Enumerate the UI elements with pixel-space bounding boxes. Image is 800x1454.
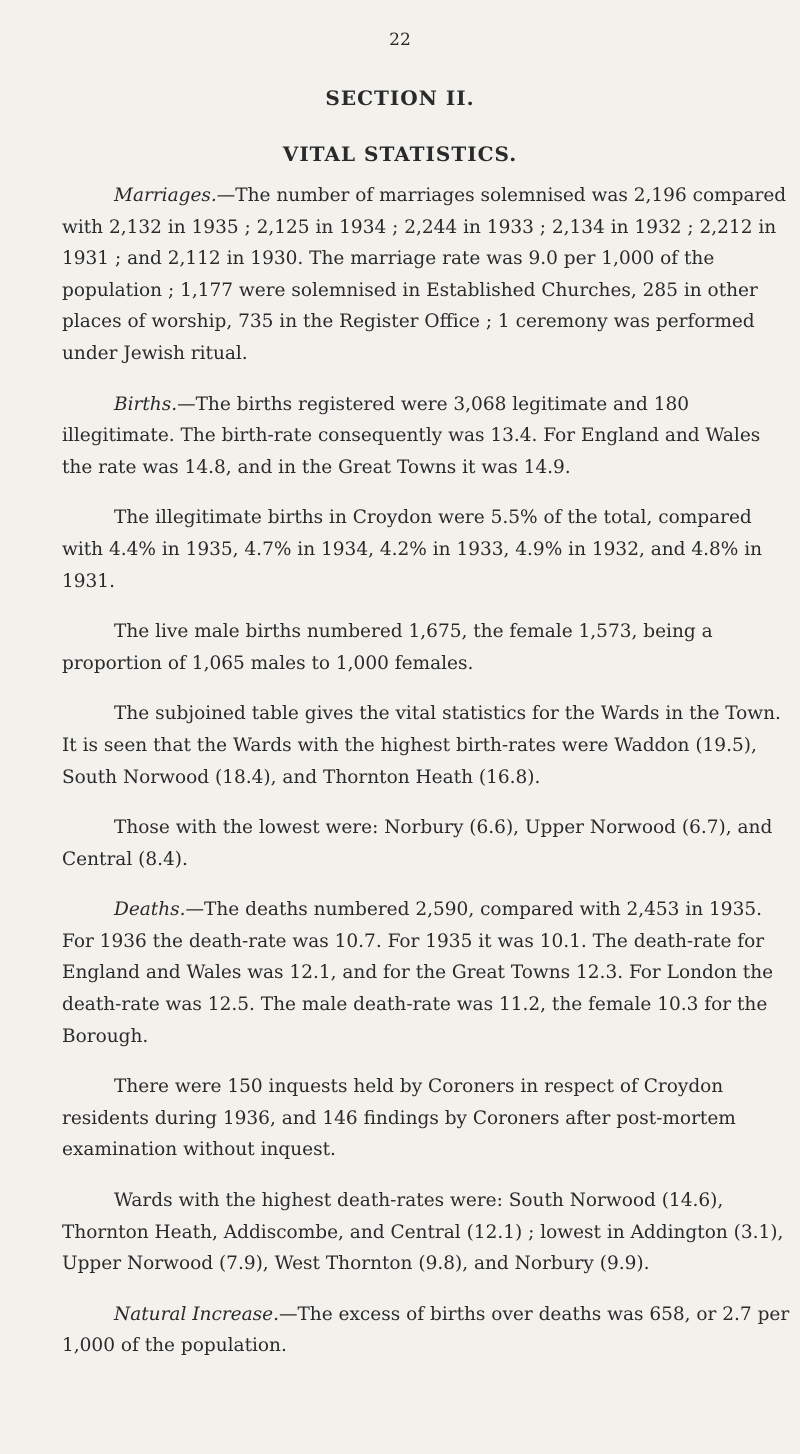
paragraph-lowest-birth-rates bbox=[62, 812, 792, 875]
paragraph-text: Wards with the highest death-rates were: South Norwood (14.6), Thornton Heath, Addiscombe, and Central (12.1) ; lowest in Addington (3.1), Upper Norwood (7.9), West Thornton (9.8), and Norbury (9.9). bbox=[62, 1190, 784, 1275]
paragraph-male-births bbox=[62, 616, 792, 679]
paragraph-ward-death-rates bbox=[62, 1185, 792, 1280]
paragraph-text: —The births registered were 3,068 legitimate and 180 illegitimate. The birth-rate consequently was 13.4. For England and Wales the rate was 14.8, and in the Great Towns it was 14.9. bbox=[62, 393, 761, 478]
page-title: VITAL STATISTICS. bbox=[282, 142, 518, 166]
paragraph-deaths bbox=[62, 894, 792, 1052]
paragraph-births bbox=[62, 389, 792, 484]
page-number: 22 bbox=[389, 30, 411, 50]
paragraph-text: The illegitimate births in Croydon were 5.5% of the total, compared with 4.4% in 1935, 4.7% in 1934, 4.2% in 1933, 4.9% in 1932, and 4.8% in 1931. bbox=[62, 507, 763, 592]
paragraph-lead: Deaths. bbox=[114, 899, 186, 921]
paragraph-lead: Natural Increase. bbox=[114, 1303, 279, 1325]
paragraph-text: Those with the lowest were: Norbury (6.6), Upper Norwood (6.7), and Central (8.4). bbox=[62, 817, 773, 870]
document-body bbox=[62, 180, 792, 1381]
paragraph-text: —The excess of births over deaths was 658, or 2.7 per 1,000 of the population. bbox=[62, 1303, 790, 1357]
paragraph-inquests bbox=[62, 1071, 792, 1166]
paragraph-text: —The number of marriages solemnised was 2,196 compared with 2,132 in 1935 ; 2,125 in 1934 ; 2,244 in 1933 ; 2,134 in 1932 ; 2,212 in 1931 ; and 2,112 in 1930. The marriage rate was 9.0 per 1,000 of the population ; 1,177 were solemnised in Established Churches, 285 in other places of worship, 735 in the Register Office ; 1 ceremony was performed under Jewish ritual. bbox=[62, 185, 787, 364]
paragraph-illegitimate-births bbox=[62, 502, 792, 597]
paragraph-lead: Births. bbox=[114, 393, 178, 415]
paragraph-text: The subjoined table gives the vital statistics for the Wards in the Town. It is seen that the Wards with the highest birth-rates were Waddon (19.5), South Norwood (18.4), and Thornton Heath (16.8). bbox=[62, 703, 781, 788]
paragraph-lead: Marriages. bbox=[114, 185, 217, 206]
paragraph-ward-birth-rates bbox=[62, 698, 792, 793]
paragraph-text: There were 150 inquests held by Coroners in respect of Croydon residents during 1936, and 146 findings by Coroners after post-mortem examination without inquest. bbox=[62, 1076, 736, 1161]
paragraph-text: The live male births numbered 1,675, the female 1,573, being a proportion of 1,065 males to 1,000 females. bbox=[62, 621, 713, 674]
paragraph-marriages bbox=[62, 180, 792, 370]
paragraph-natural-increase bbox=[62, 1299, 792, 1362]
section-heading: SECTION II. bbox=[325, 86, 475, 110]
paragraph-text: —The deaths numbered 2,590, compared with 2,453 in 1935. For 1936 the death-rate was 10.7. For 1935 it was 10.1. The death-rate for England and Wales was 12.1, and for the Great Towns 12.3. For London the death-rate was 12.5. The male death-rate was 11.2, the female 10.3 for the Borough. bbox=[62, 899, 774, 1047]
